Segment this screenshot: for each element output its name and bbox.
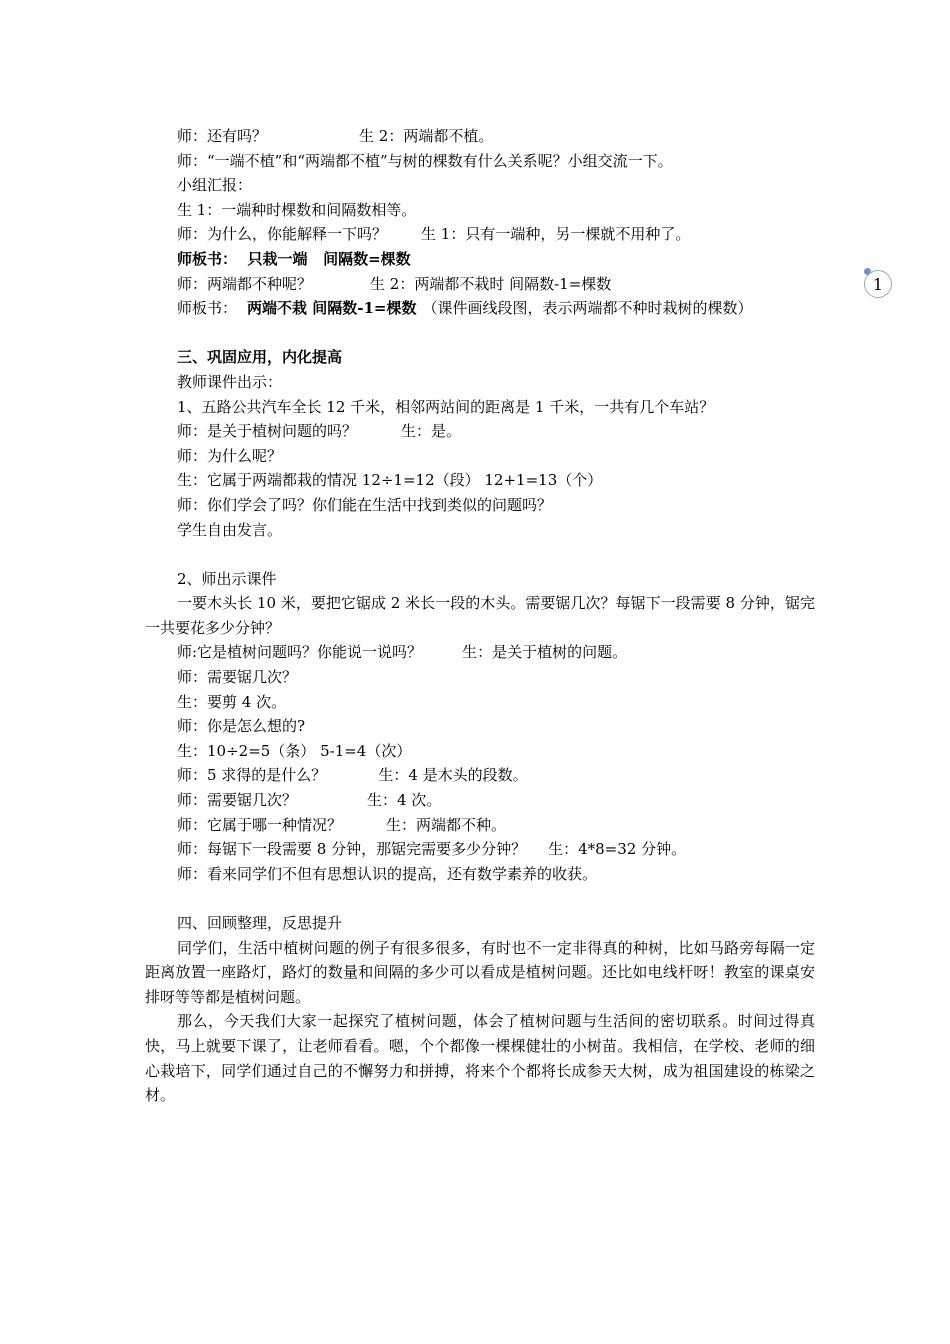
dialogue-line xyxy=(145,813,815,838)
dialogue-line: 师：需要锯几次？ xyxy=(177,668,298,687)
student-line: 生 1：只有一端种，另一棵就不用种了。 xyxy=(421,225,691,244)
dialogue-line xyxy=(145,272,815,297)
student-line: 生：两端都不种。 xyxy=(386,815,507,834)
dialogue-line xyxy=(145,222,815,247)
dialogue-line: 生：它属于两端都栽的情况 12÷1=12（段） 12+1=13（个） xyxy=(177,471,603,490)
text-line: 学生自由发言。 xyxy=(177,520,283,539)
text-line: 小组汇报： xyxy=(177,176,253,195)
text-line: 教师课件出示： xyxy=(177,372,283,391)
dialogue-line: 生：10÷2=5（条） 5-1=4（次） xyxy=(177,741,412,760)
teacher-line: 师：为什么，你能解释一下吗？ xyxy=(177,225,388,244)
dialogue-line: 师：你们学会了吗？你们能在生活中找到类似的问题吗？ xyxy=(177,495,553,514)
student-line: 生：4 是木头的段数。 xyxy=(378,766,528,785)
dialogue-line: 生：要剪 4 次。 xyxy=(177,692,287,711)
problem-2-title: 2、师出示课件 xyxy=(177,569,277,588)
dialogue-line xyxy=(145,419,815,444)
teacher-line: 师：5 求得的是什么？ xyxy=(177,766,327,785)
dialogue-line: 师：看来同学们不但有思想认识的提高，还有数学素养的收获。 xyxy=(177,864,598,883)
dialogue-line xyxy=(145,788,815,813)
student-line: 生：4*8=32 分钟。 xyxy=(548,840,687,859)
dialogue-line: 生 1：一端种时棵数和间隔数相等。 xyxy=(177,200,417,219)
comment-marker[interactable] xyxy=(864,270,892,298)
problem-2-text: 一要木头长 10 米，要把它锯成 2 米长一段的木头。需要锯几次？每锯下一段需要 8 分钟，锯完一共要花多少分钟？ xyxy=(145,594,815,637)
teacher-line: 师：是关于植树问题的吗？ xyxy=(177,422,358,441)
teacher-line: 师：它属于哪一种情况？ xyxy=(177,815,343,834)
board-writing: 师板书： 只栽一端 间隔数=棵数 xyxy=(177,249,411,268)
dialogue-line xyxy=(145,837,815,862)
section-heading-3: 三、巩固应用，内化提高 xyxy=(177,348,343,367)
board-writing xyxy=(145,296,815,321)
document-body xyxy=(145,124,815,1108)
board-formula: 两端不栽 间隔数-1=棵数 xyxy=(247,299,417,318)
dialogue-line xyxy=(145,124,815,149)
closing-paragraph-2: 那么，今天我们大家一起探究了植树问题，体会了植树问题与生活间的密切联系。时间过得真快，马上就要下课了，让老师看看。嗯，个个都像一棵棵健壮的小树苗。我相信，在学校、老师的细心栽培下，同学们通过自己的不懈努力和拼搏，将来个个都将长成参天大树，成为祖国建设的栋梁之材。 xyxy=(145,1012,815,1105)
student-line: 生：是关于植树的问题。 xyxy=(462,643,628,662)
teacher-line: 师:它是植树问题吗？你能说一说吗？ xyxy=(177,643,423,662)
section-heading-4: 四、回顾整理，反思提升 xyxy=(177,914,343,932)
comment-marker-number: 1 xyxy=(872,274,884,294)
student-line: 生 2：两端都不植。 xyxy=(359,127,494,145)
student-line: 生：4 次。 xyxy=(367,791,442,810)
board-note: （课件画线段图，表示两端都不种时栽树的棵数） xyxy=(422,299,753,318)
dialogue-line: 师：为什么呢？ xyxy=(177,446,283,465)
student-line: 生：是。 xyxy=(401,422,462,441)
dialogue-line xyxy=(145,763,815,788)
board-label: 师板书： xyxy=(177,299,238,318)
dialogue-line xyxy=(145,640,815,665)
teacher-line: 师：每锯下一段需要 8 分钟，那锯完需要多少分钟？ xyxy=(177,840,527,859)
student-line: 生 2：两端都不栽时 间隔数-1=棵数 xyxy=(370,274,612,293)
problem-1: 1、五路公共汽车全长 12 千米，相邻两站间的距离是 1 千米，一共有几个车站？ xyxy=(177,397,715,416)
teacher-line: 师：还有吗？ xyxy=(177,127,268,145)
teacher-line: 师：两端都不种呢？ xyxy=(177,274,313,293)
dialogue-line: 师：“一端不植”和“两端都不植”与树的棵数有什么关系呢？小组交流一下。 xyxy=(177,151,673,170)
closing-paragraph-1: 同学们，生活中植树问题的例子有很多很多，有时也不一定非得真的种树，比如马路旁每隔一定距离放置一座路灯，路灯的数量和间隔的多少可以看成是植树问题。还比如电线杆呀！教室的课桌安排呀等等都是植树问题。 xyxy=(145,938,815,1006)
teacher-line: 师：需要锯几次？ xyxy=(177,791,298,810)
dialogue-line: 师：你是怎么想的? xyxy=(177,717,306,736)
